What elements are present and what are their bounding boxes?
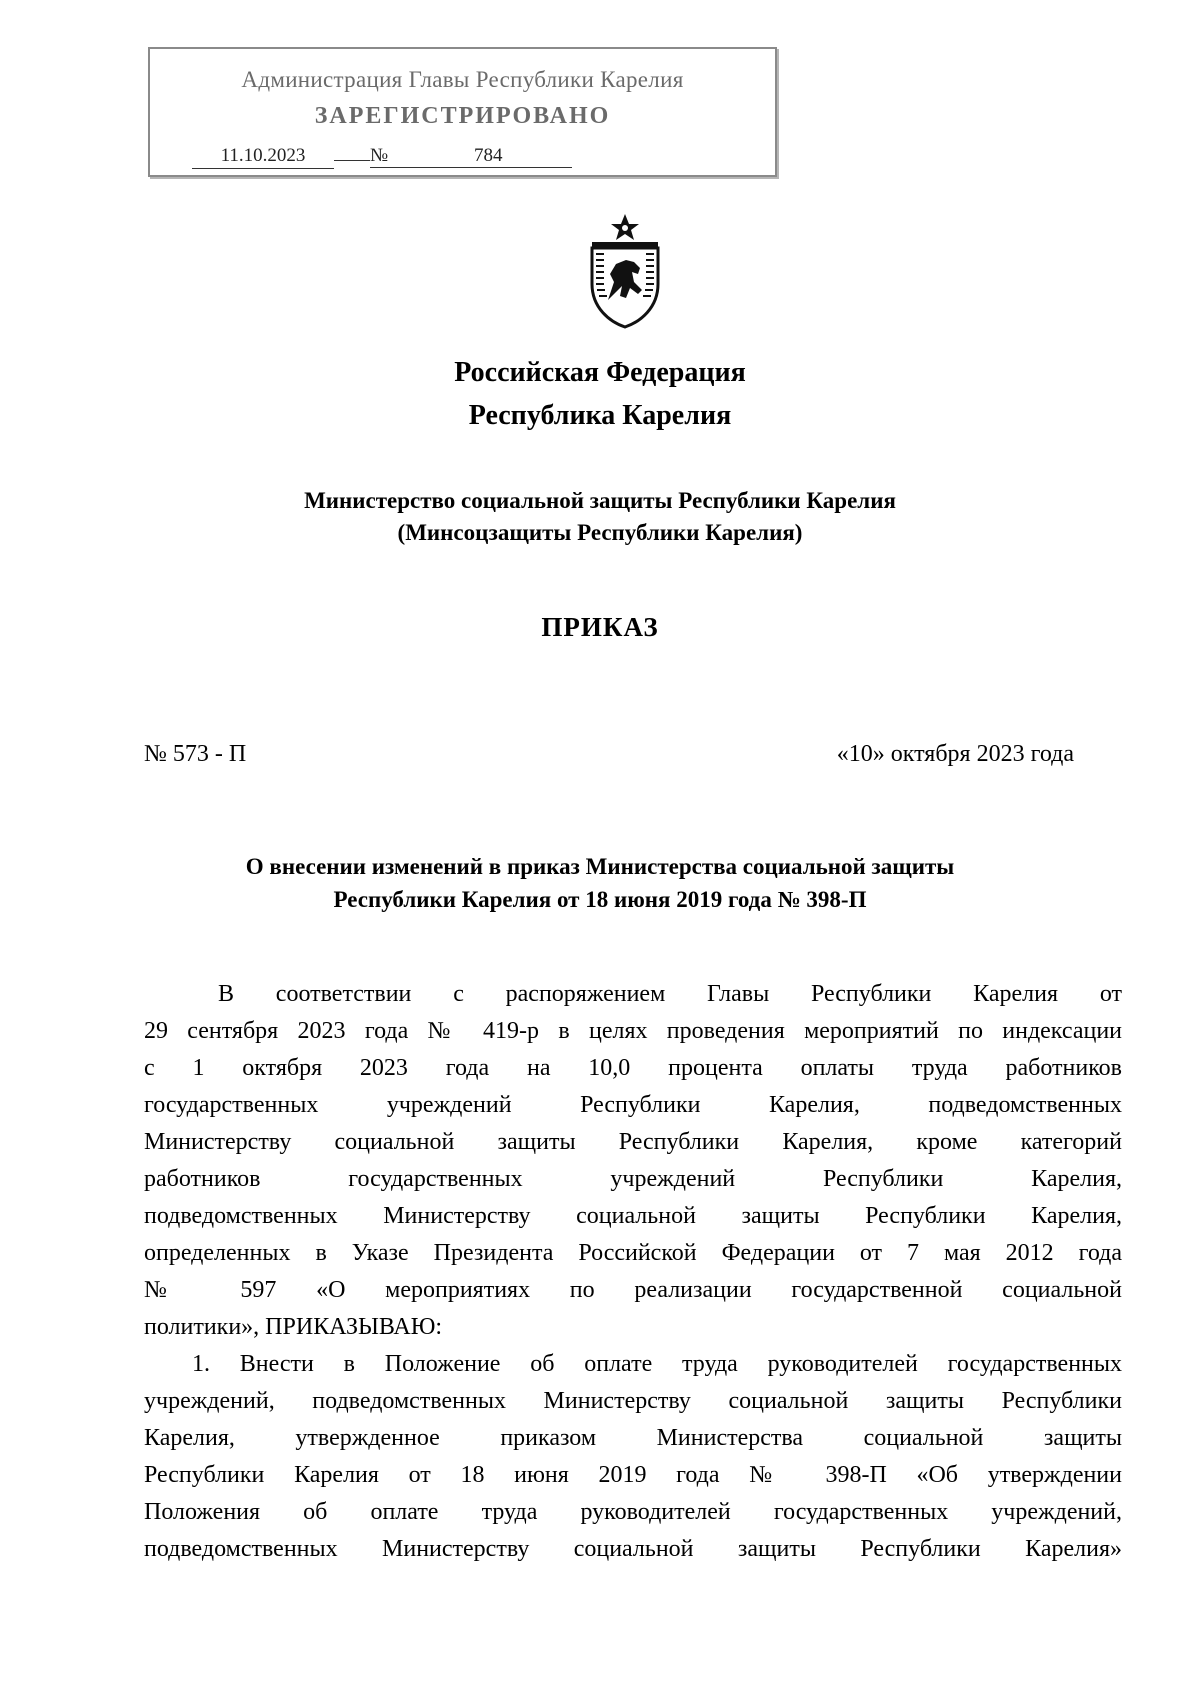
body-line: подведомственных Министерству социальной защиты Республики Карелия» — [144, 1536, 1122, 1562]
ministry-heading: Министерство социальной защиты Республики Карелия — [304, 488, 896, 513]
body-line: Положения об оплате труда руководителей государственных учреждений, — [144, 1499, 1122, 1525]
body-line: Министерству социальной защиты Республики Карелия, кроме категорий — [144, 1129, 1122, 1155]
body-line: Республики Карелия от 18 июня 2019 года № 398-П «Об утверждении — [144, 1462, 1122, 1488]
federation-heading: Российская Федерация — [454, 357, 746, 388]
stamp-number: 784 — [392, 145, 572, 168]
stamp-underline — [334, 160, 370, 161]
stamp-number-label: № — [370, 145, 392, 168]
stamp-status: ЗАРЕГИСТРИРОВАНО — [314, 103, 611, 129]
document-type-heading: ПРИКАЗ — [541, 612, 659, 642]
republic-heading: Республика Карелия — [468, 400, 732, 431]
subject-line: О внесении изменений в приказ Министерства социальной защиты — [245, 854, 955, 879]
order-date: «10» октября 2023 года — [836, 741, 1074, 767]
body-line: В соответствии с распоряжением Главы Республики Карелия от — [218, 981, 1122, 1007]
stamp-authority: Администрация Главы Республики Карелия — [241, 67, 684, 92]
registration-stamp — [148, 47, 777, 177]
body-line: 1. Внести в Положение об оплате труда руководителей государственных — [192, 1351, 1122, 1377]
body-line: определенных в Указе Президента Российской Федерации от 7 мая 2012 года — [144, 1240, 1122, 1266]
stamp-registration-row — [192, 145, 572, 169]
body-line: 29 сентября 2023 года № 419-р в целях проведения мероприятий по индексации — [144, 1018, 1122, 1044]
ministry-short-heading: (Минсоцзащиты Республики Карелия) — [397, 520, 803, 545]
body-line: № 597 «О мероприятиях по реализации государственной социальной — [144, 1277, 1122, 1303]
subject-line: Республики Карелия от 18 июня 2019 года № 398-П — [333, 887, 867, 912]
stamp-date: 11.10.2023 — [192, 145, 334, 169]
body-line: учреждений, подведомственных Министерству социальной защиты Республики — [144, 1388, 1122, 1414]
order-number: № 573 - П — [144, 741, 247, 767]
body-line: подведомственных Министерству социальной защиты Республики Карелия, — [144, 1203, 1122, 1229]
body-line: с 1 октября 2023 года на 10,0 процента оплаты труда работников — [144, 1055, 1122, 1081]
karelia-coat-of-arms-icon — [580, 212, 670, 330]
body-line: работников государственных учреждений Республики Карелия, — [144, 1166, 1122, 1192]
body-line: государственных учреждений Республики Карелия, подведомственных — [144, 1092, 1122, 1118]
body-line: Карелия, утвержденное приказом Министерства социальной защиты — [144, 1425, 1122, 1451]
body-line: политики», ПРИКАЗЫВАЮ: — [144, 1314, 443, 1340]
